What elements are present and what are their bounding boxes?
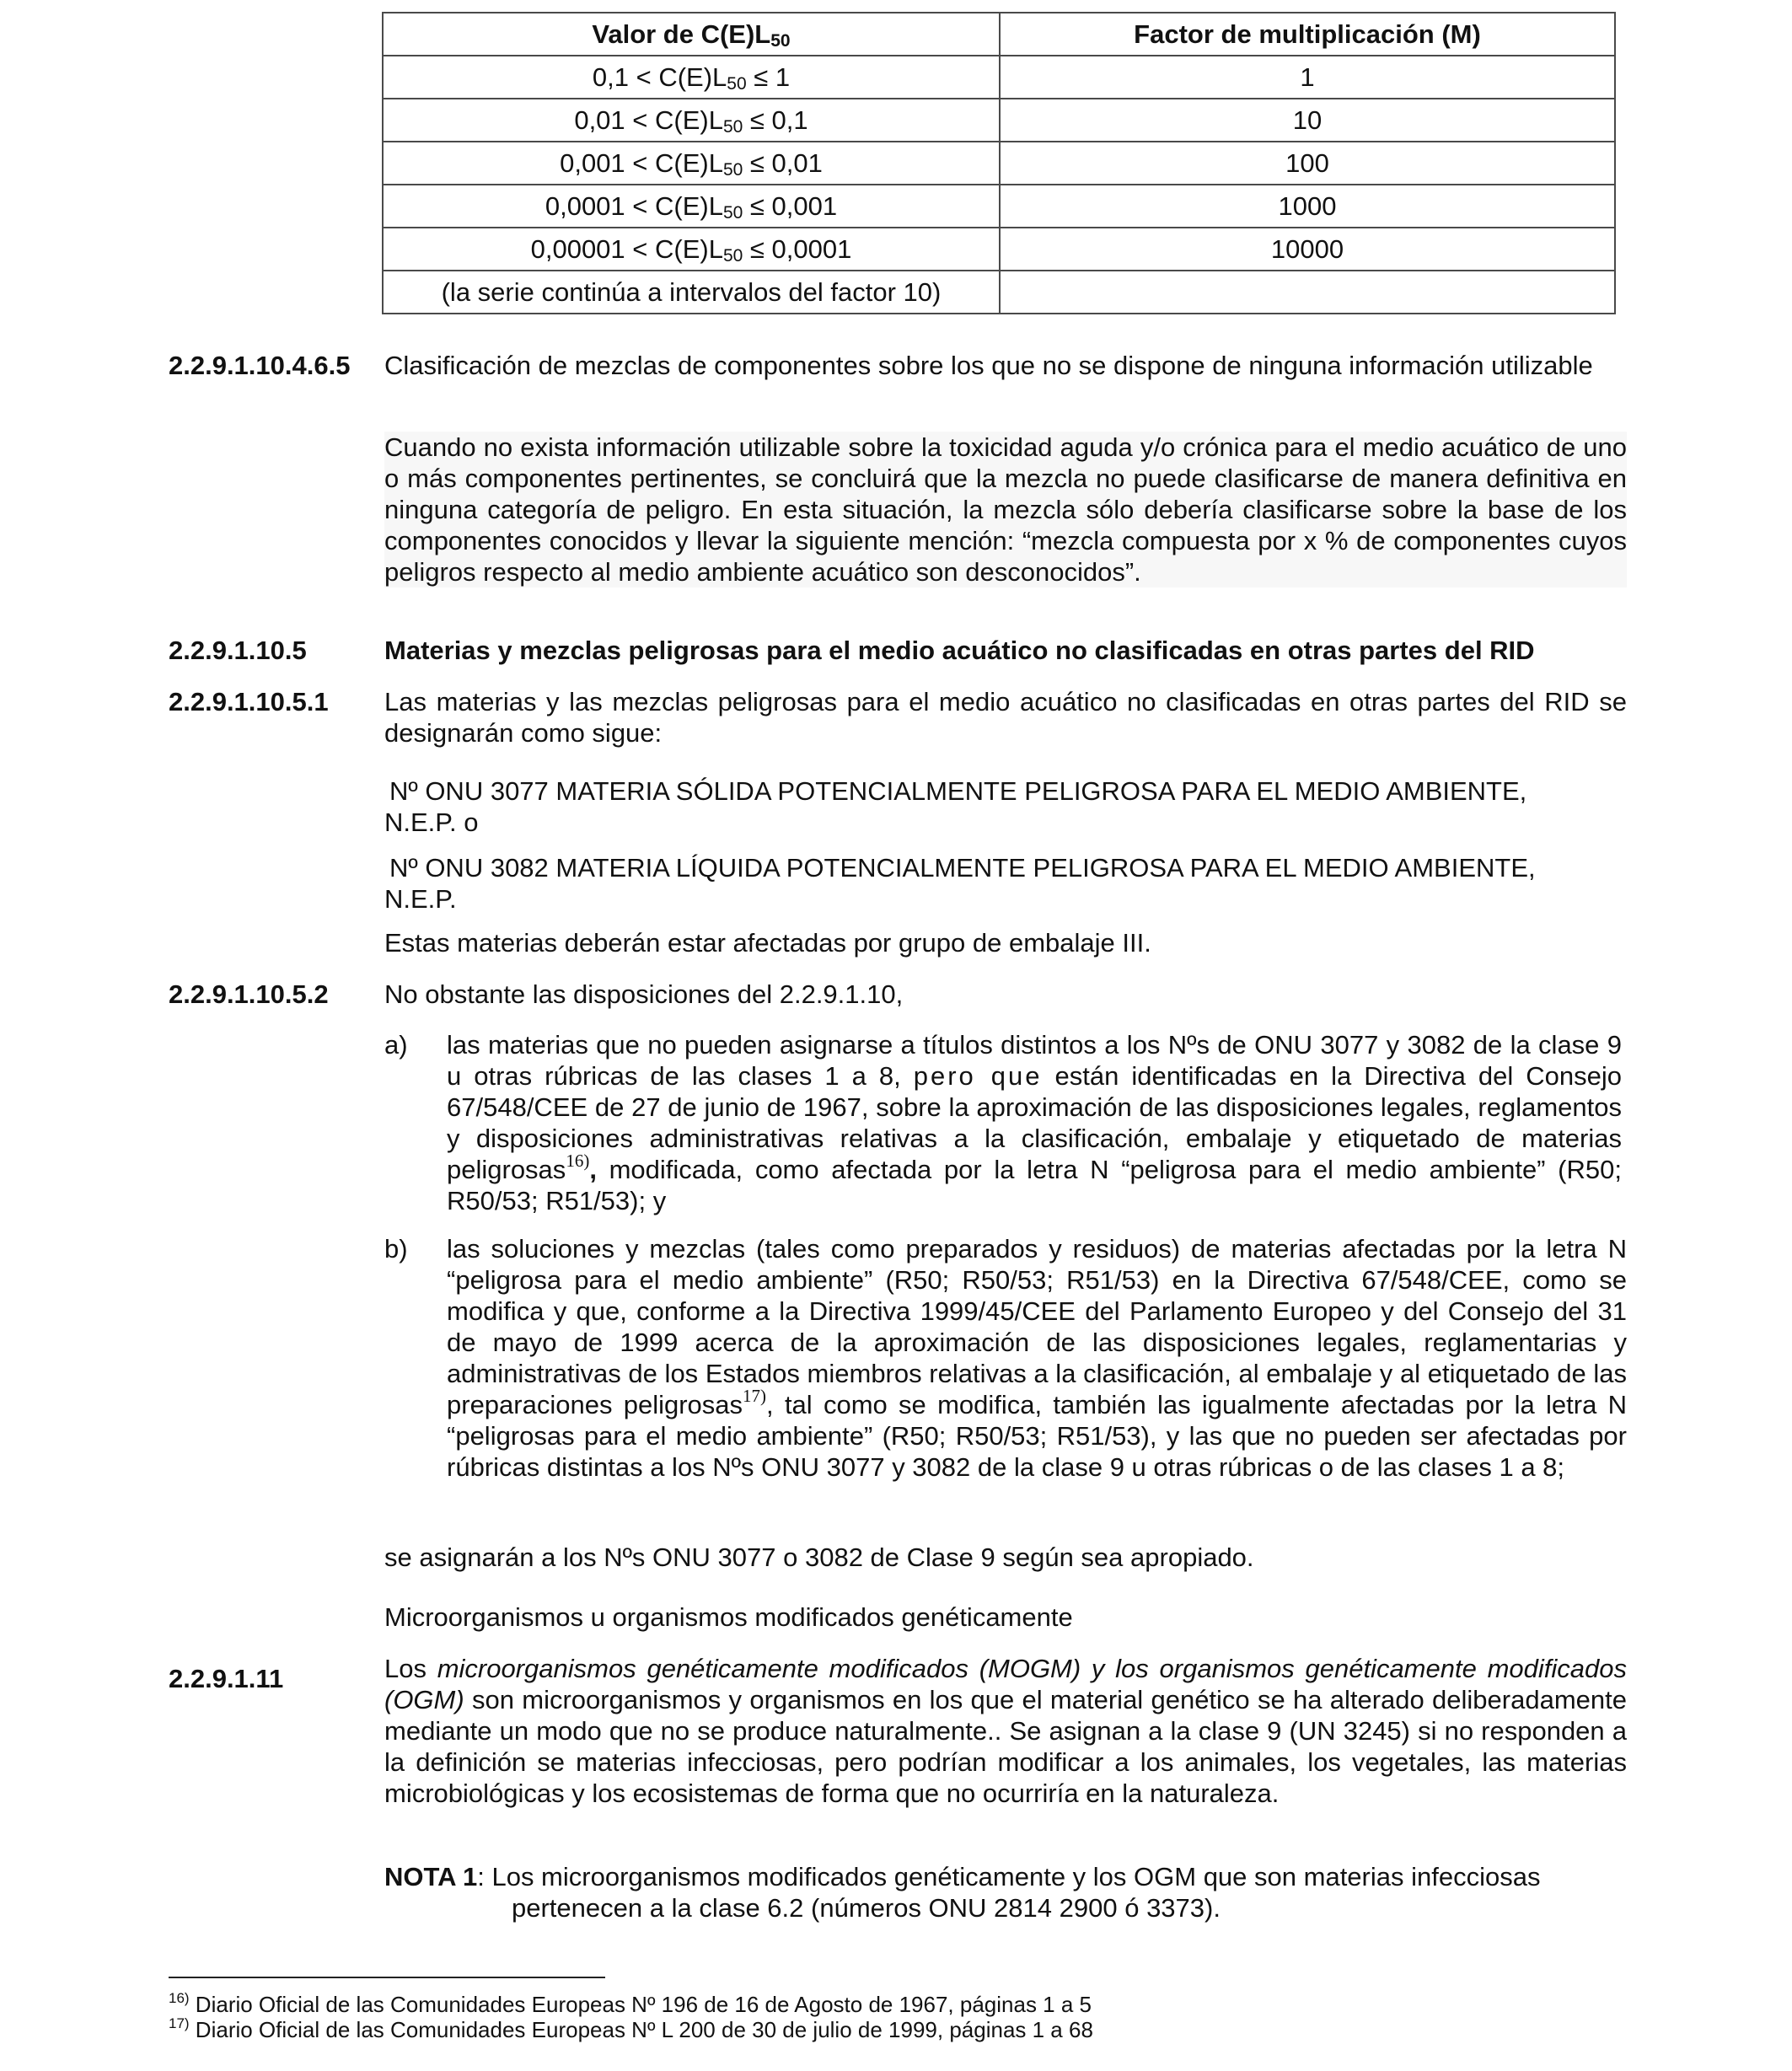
table-row [383,99,1615,142]
footnote-17: $^{17)}$ Diario Oficial de las Comunidades Europeas Nº L 200 de 30 de julio de 1999, páginas 1 a 68 [169,2015,1093,2042]
table-header-cell-factor: Factor de multiplicación (M) [1000,13,1615,56]
table-header-cell-value: Valor de $C(E)L_{50}$ [383,13,1000,56]
table-cell-factor: 1000 [1000,185,1615,228]
table-cell-factor: 1 [1000,56,1615,99]
table-row [383,185,1615,228]
table-row [383,228,1615,271]
table-cell-factor: 10000 [1000,228,1615,271]
table-row [383,271,1615,314]
list-item-a: las materias que no pueden asignarse a títulos distintos a los Nºs de ONU 3077 y 3082 de la clase 9 u otras rúbricas de las clases 1 a 8, pero que están identificadas en la Directiva del Consejo 67/548/CEE de 27 de junio de 1967, sobre la aproximación de las disposiciones legales, reglamentos y disposiciones administrativas relativas a la clasificación, embalaje y etiquetado de materias peligrosas$^{16)}$, modificada, como afectada por la letra N “peligrosa para el medio ambiente” (R50; R50/53; R51/53); y [447,1030,1622,1215]
note-1: NOTA 1: Los microorganismos modificados genéticamente y los OGM que son materias infecciosas pertenecen a la clase 6.2 (números ONU 2814 2900 ó 3373). [384,1862,1541,1923]
list-item-b: las soluciones y mezclas (tales como preparados y residuos) de materias afectadas por la letra N “peligrosa para el medio ambiente” (R50; R50/53; R51/53) en la Directiva 67/548/CEE, como se modifica y que, conforme a la Directiva 1999/45/CEE del Parlamento Europeo y del Consejo del 31 de mayo de 1999 acerca de la aproximación de las disposiciones legales, reglamentarias y administrativas de los Estados miembros relativas a la clasificación, al embalaje y al etiquetado de las preparaciones peligrosas$^{17)}$, tal como se modifica, también las igualmente afectadas por la letra N “peligrosas para el medio ambiente” (R50; R50/53; R51/53), y las que no pueden ser afectadas por rúbricas distintas a los Nºs ONU 3077 y 3082 de la clase 9 u otras rúbricas o de las clases 1 a 8; [447,1234,1628,1482]
note-label: NOTA 1 [384,1862,478,1891]
table-cell-factor: 100 [1000,142,1615,185]
list-marker-b: b) [384,1234,408,1264]
section-number: 2.2.9.1.10.5.1 [169,687,329,716]
un-entry-3082: Nº ONU 3082 MATERIA LÍQUIDA POTENCIALMENTE PELIGROSA PARA EL MEDIO AMBIENTE, N.E.P. [384,853,1536,914]
table-cell-range: $0,001 < C(E)L_{50} \le 0,01$ [383,142,1000,185]
table-row [383,142,1615,185]
table-cell-range: $0,00001 < C(E)L_{50} \le 0,0001$ [383,228,1000,271]
packing-group-text: Estas materias deberán estar afectadas por grupo de embalaje III. [384,928,1151,958]
section-number: 2.2.9.1.10.5.2 [169,979,329,1009]
section-title: Materias y mezclas peligrosas para el medio acuático no clasificadas en otras partes del RID [384,636,1535,665]
closing-text: se asignarán a los Nºs ONU 3077 o 3082 de Clase 9 según sea apropiado. [384,1543,1254,1572]
table-cell-factor: 10 [1000,99,1615,142]
table-row [383,56,1615,99]
section-text: Los microorganismos genéticamente modificados (MOGM) y los organismos genéticamente modificados (OGM) son microorganismos y organismos en los que el material genético se ha alterado deliberadamente mediante un modo que no se produce naturalmente.. Se asignan a la clase 9 (UN 3245) si no responden a la definición se materias infecciosas, pero podrían modificar a los animales, los vegetales, las materias microbiológicas y los ecosistemas de forma que no ocurriría en la naturaleza. [384,1654,1627,1808]
section-text: Las materias y las mezclas peligrosas para el medio acuático no clasificadas en otras partes del RID se designarán como sigue: [384,687,1627,748]
list-marker-a: a) [384,1030,408,1060]
section-body: Cuando no exista información utilizable sobre la toxicidad aguda y/o crónica para el medio acuático de uno o más componentes pertinentes, se concluirá que la mezcla no puede clasificarse de manera definitiva en ninguna categoría de peligro. En esta situación, la mezcla sólo debería clasificarse sobre la base de los componentes conocidos y llevar la siguiente mención: “mezcla compuesta por x % de componentes cuyos peligros respecto al medio ambiente acuático son desconocidos”. [384,432,1627,587]
footnote-divider [169,1977,605,1978]
section-number: 2.2.9.1.11 [169,1664,284,1693]
table-cell-range: $0,0001 < C(E)L_{50} \le 0,001$ [383,185,1000,228]
table-cell-range: $0,1 < C(E)L_{50} \le 1$ [383,56,1000,99]
table-cell-series-note: (la serie continúa a intervalos del factor 10) [383,271,1000,314]
un-entry-3077: Nº ONU 3077 MATERIA SÓLIDA POTENCIALMENTE PELIGROSA PARA EL MEDIO AMBIENTE, N.E.P. o [384,776,1527,837]
section-title: Clasificación de mezclas de componentes sobre los que no se dispone de ninguna información utilizable [384,351,1593,380]
table-cell-empty [1000,271,1615,314]
footnote-16: $^{16)}$ Diario Oficial de las Comunidades Europeas Nº 196 de 16 de Agosto de 1967, páginas 1 a 5 [169,1990,1092,2017]
section-number: 2.2.9.1.10.4.6.5 [169,351,351,380]
table-cell-range: $0,01 < C(E)L_{50} \le 0,1$ [383,99,1000,142]
table-header-row [383,13,1615,56]
section-number: 2.2.9.1.10.5 [169,636,307,665]
subsection-heading: Microorganismos u organismos modificados genéticamente [384,1602,1073,1632]
multiplication-factor-table [382,12,1616,314]
section-intro: No obstante las disposiciones del 2.2.9.1.10, [384,979,904,1009]
footnote-ref-17: 17) [743,1386,767,1406]
footnote-ref-16: 16) [566,1151,590,1171]
